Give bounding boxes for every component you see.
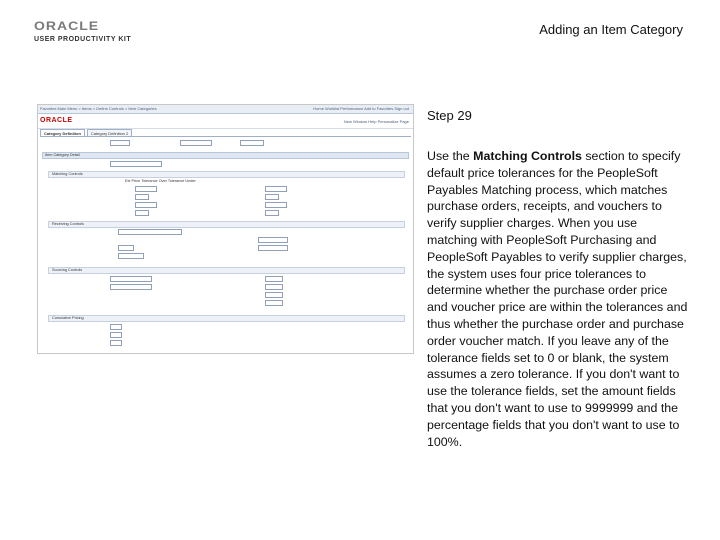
screenshot-subsection-header: [48, 221, 405, 228]
instruction-text: [427, 148, 689, 450]
screenshot-subsection-title: Cumulative Pricing: [52, 316, 84, 320]
screenshot-field: [110, 284, 152, 290]
screenshot-field: [110, 340, 122, 346]
application-screenshot: [37, 104, 414, 354]
screenshot-field: [135, 202, 157, 208]
screenshot-subsection-title: Receiving Controls: [52, 222, 84, 226]
screenshot-subsection-header: [48, 171, 405, 178]
screenshot-field: [135, 210, 149, 216]
screenshot-tab-category-definition-2: Category Definition 2: [87, 129, 132, 137]
screenshot-field: [135, 194, 149, 200]
screenshot-field: [110, 140, 130, 146]
screenshot-brand-row: [38, 114, 413, 129]
screenshot-field: [118, 229, 182, 235]
screenshot-field: [265, 276, 283, 282]
screenshot-subsection-title: Matching Controls: [52, 172, 83, 176]
screenshot-field: [265, 186, 287, 192]
product-name: USER PRODUCTIVITY KIT: [34, 36, 132, 43]
screenshot-oracle-logo: ORACLE: [40, 117, 73, 124]
screenshot-field: [110, 161, 162, 167]
screenshot-nav-links: Home Worklist Performance Add to Favorites Sign out: [313, 106, 409, 111]
screenshot-subsection-header: [48, 315, 405, 322]
screenshot-field: [110, 332, 122, 338]
oracle-upk-logo: [34, 20, 154, 50]
screenshot-field: [265, 194, 279, 200]
screenshot-field: [110, 324, 122, 330]
oracle-wordmark: ORACLE: [34, 19, 100, 33]
screenshot-field: [110, 276, 152, 282]
screenshot-field: [118, 253, 144, 259]
screenshot-section-title: Item Category Detail: [45, 153, 80, 157]
instruction-highlight: Matching Controls: [473, 149, 582, 163]
screenshot-column-labels: Ext Price Tolerance Over Tolerance Under: [125, 179, 196, 183]
screenshot-field: [240, 140, 264, 146]
screenshot-top-bar: [38, 105, 413, 114]
screenshot-field: [265, 284, 283, 290]
screenshot-field: [258, 245, 288, 251]
screenshot-page-links: New Window Help Personalize Page: [343, 119, 409, 124]
instruction-intro: Use the: [427, 149, 474, 163]
step-label: Step 29: [427, 108, 472, 123]
screenshot-field: [265, 292, 283, 298]
instruction-body: section to specify default price tolerances for the PeopleSoft Payables Matching process, which matches purchase orders, receipts, and vouchers to verify supplier charges. When you use matching with PeopleSoft Purchasing and PeopleSoft Payables to verify supplier charges, the system uses four price tolerances to determine whether the purchase order price and voucher price are within the tolerances and thus whether the purchase order and purchase order voucher match. If you leave any of the tolerance fields set to 0 or blank, the system assumes a zero tolerance. If you don't want to use the tolerance fields, set the amount fields that you don't want to use to 9999999 and the percentage fields that you don't want to use to 100%.: [427, 149, 688, 449]
screenshot-field: [265, 210, 279, 216]
screenshot-subsection-title: Sourcing Controls: [52, 268, 83, 272]
screenshot-field: [265, 202, 287, 208]
screenshot-field: [258, 237, 288, 243]
screenshot-field: [265, 300, 283, 306]
screenshot-field: [118, 245, 134, 251]
screenshot-tab-category-definition: Category Definition: [40, 129, 85, 137]
screenshot-breadcrumbs: Favorites Main Menu > Items > Define Controls > Item Categories: [40, 106, 157, 111]
screenshot-section-header: [42, 152, 409, 159]
page-title: Adding an Item Category: [539, 22, 683, 37]
screenshot-panel: [40, 136, 411, 351]
screenshot-field: [180, 140, 212, 146]
screenshot-subsection-header: [48, 267, 405, 274]
screenshot-field: [135, 186, 157, 192]
